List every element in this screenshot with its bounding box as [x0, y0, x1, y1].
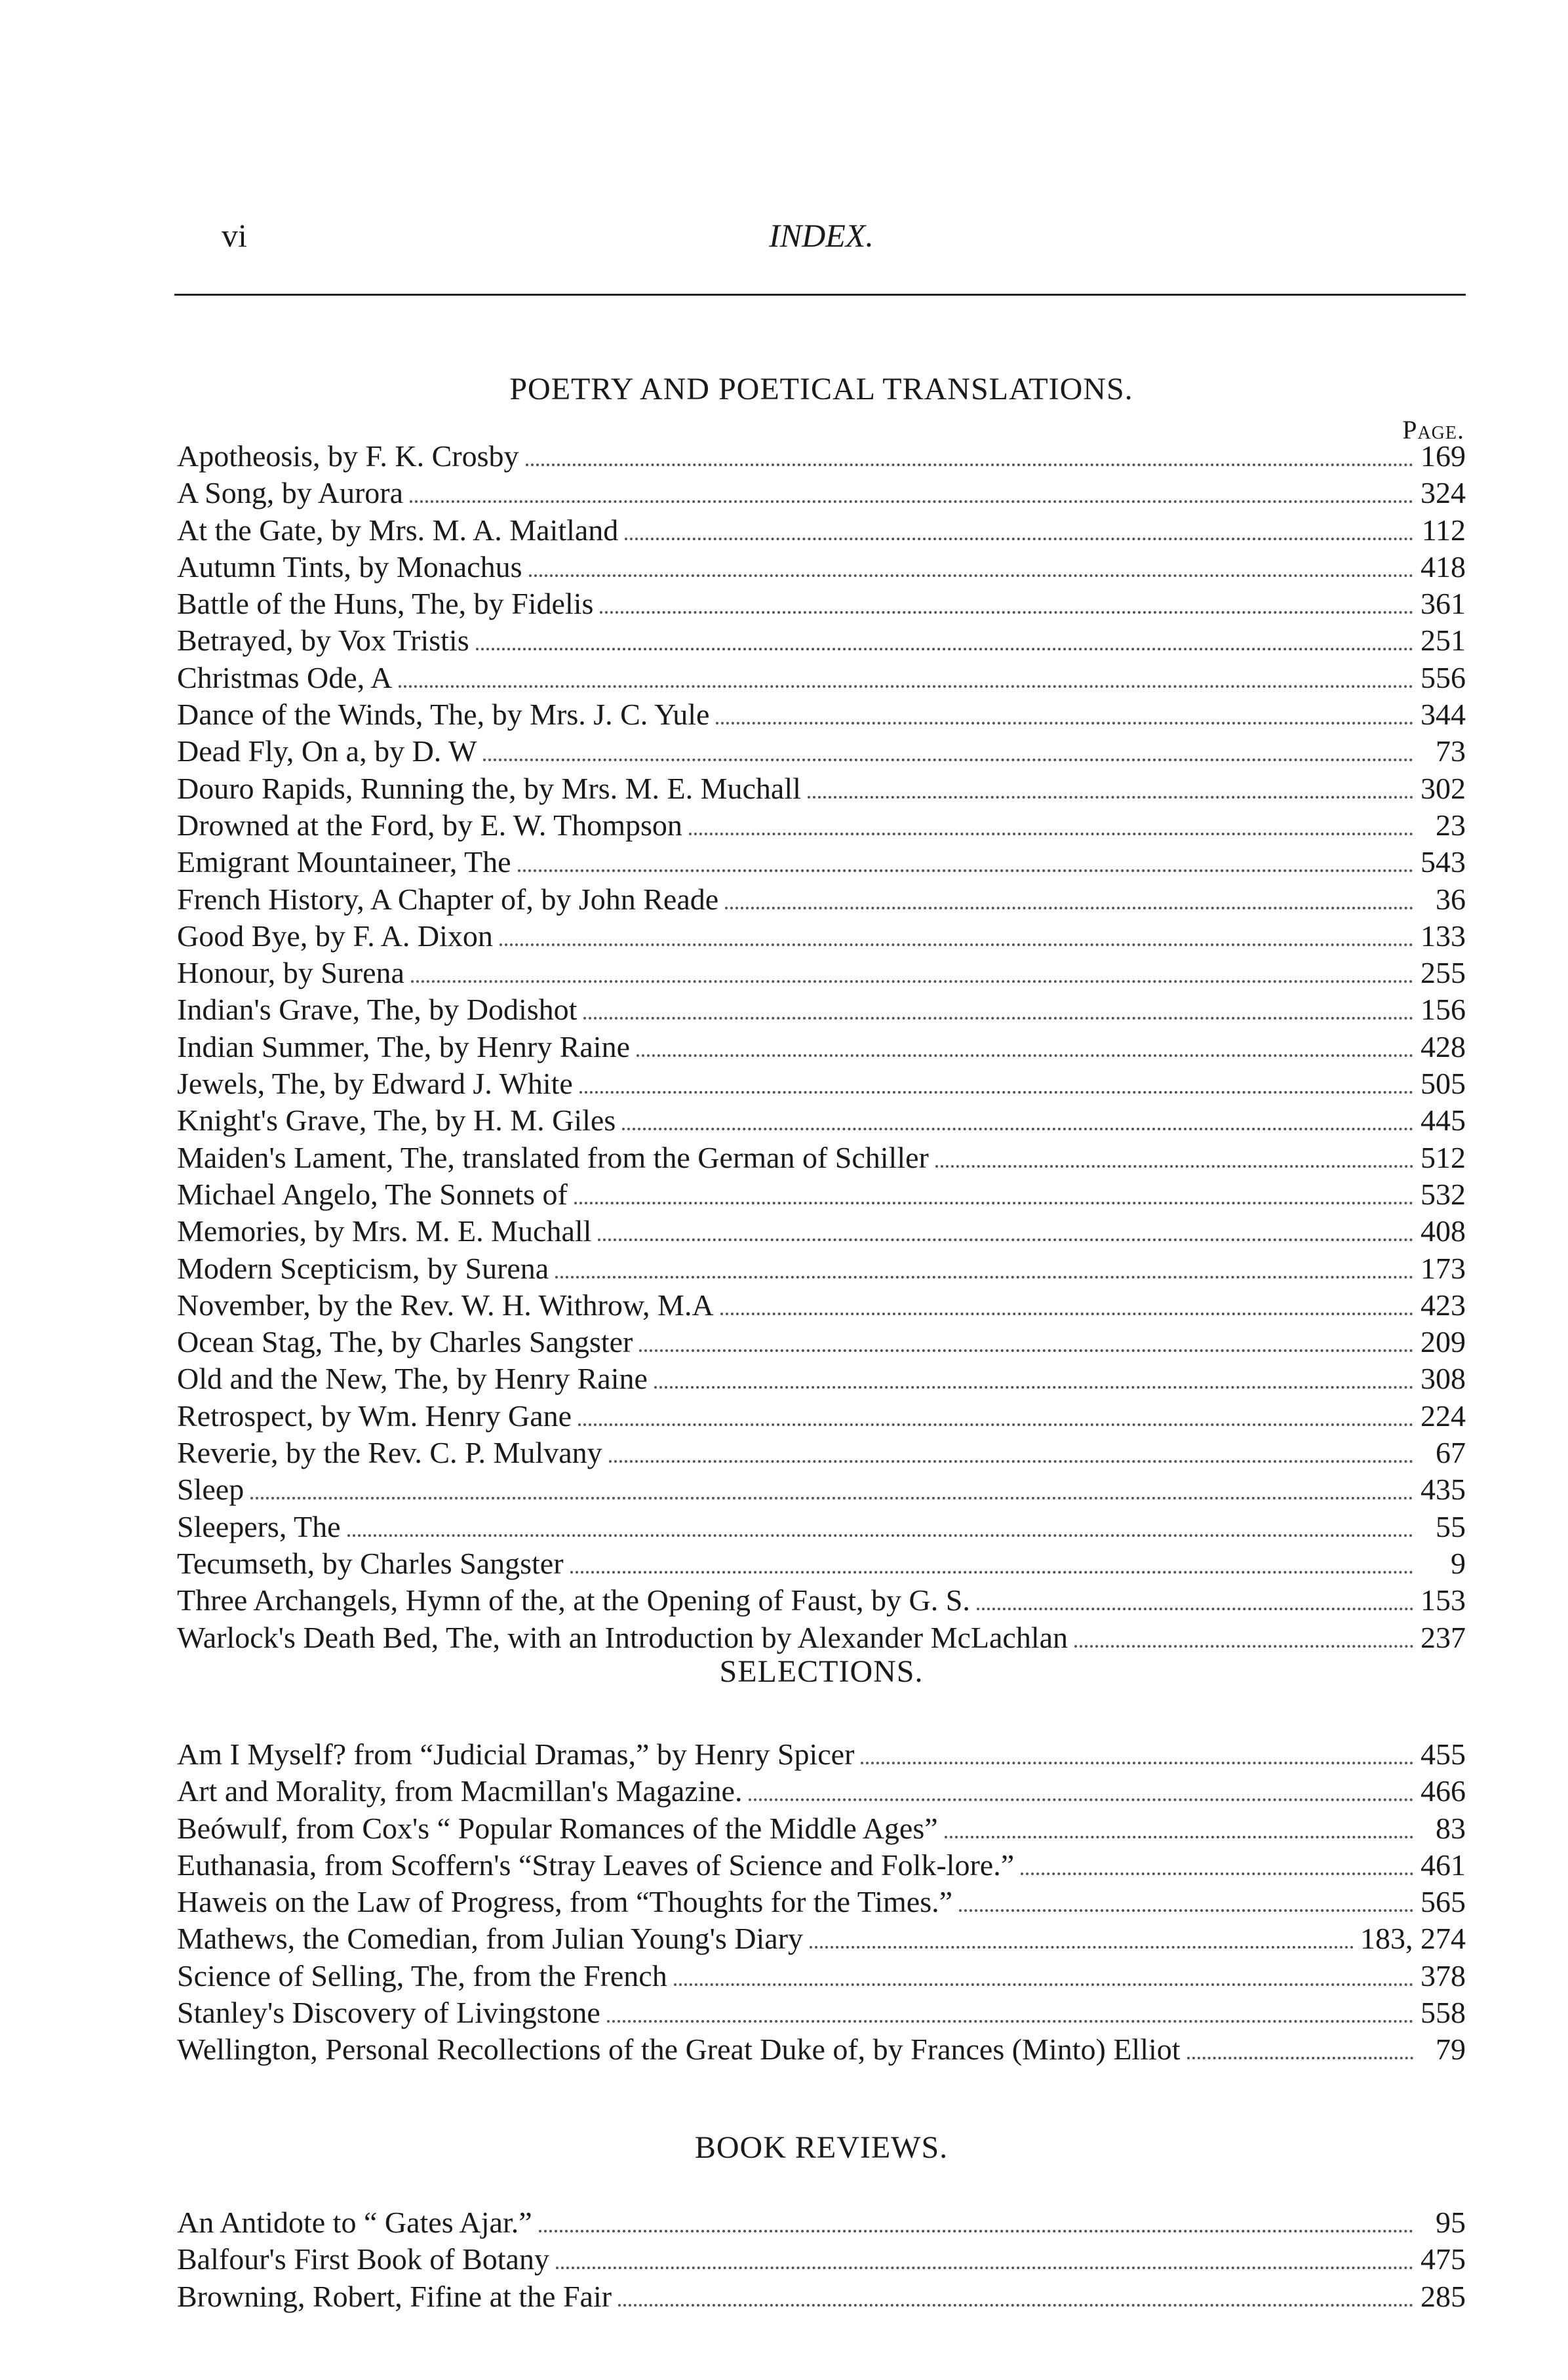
index-entry — [177, 1884, 1466, 1920]
entry-page-number: 324 — [1421, 476, 1466, 510]
index-entry — [177, 1213, 1466, 1250]
section-title-book-reviews: BOOK REVIEWS. — [694, 2130, 949, 2165]
entry-title: Dance of the Winds, The, by Mrs. J. C. Yule — [177, 698, 710, 732]
dot-leader — [556, 2267, 1413, 2269]
entry-page-number: 565 — [1421, 1885, 1466, 1919]
dot-leader — [945, 1836, 1413, 1838]
dot-leader — [1074, 1645, 1413, 1648]
dot-leader — [977, 1608, 1413, 1610]
entry-title: French History, A Chapter of, by John Reade — [177, 882, 719, 916]
dot-leader — [637, 1054, 1413, 1057]
dot-leader — [526, 464, 1413, 466]
index-entry — [177, 1994, 1466, 2031]
index-entry — [177, 2278, 1466, 2315]
header-rule — [174, 294, 1466, 296]
entry-title: Knight's Grave, The, by H. M. Giles — [177, 1103, 616, 1138]
entry-page-number: 183, 274 — [1360, 1922, 1466, 1956]
entry-page-number: 79 — [1436, 2033, 1466, 2067]
entry-page-number: 237 — [1421, 1620, 1466, 1654]
index-entry — [177, 2241, 1466, 2278]
dot-leader — [483, 759, 1413, 761]
dot-leader — [749, 1798, 1413, 1801]
section-title-selections: SELECTIONS. — [719, 1654, 924, 1689]
entry-title: Autumn Tints, by Monachus — [177, 549, 522, 584]
dot-leader — [518, 869, 1413, 872]
index-entry — [177, 1736, 1466, 1773]
dot-leader — [399, 685, 1413, 688]
dot-leader — [720, 1313, 1413, 1315]
entry-page-number: 466 — [1421, 1774, 1466, 1808]
page-header — [176, 216, 1467, 262]
index-entry — [177, 1810, 1466, 1847]
index-entry — [177, 733, 1466, 770]
dot-leader — [583, 1017, 1413, 1020]
entry-page-number: 428 — [1421, 1029, 1466, 1063]
entry-title: Retrospect, by Wm. Henry Gane — [177, 1398, 572, 1433]
running-title: INDEX. — [769, 217, 874, 254]
entry-page-number: 95 — [1436, 2206, 1466, 2239]
index-entry — [177, 1847, 1466, 1884]
index-entry — [177, 1140, 1466, 1176]
entry-page-number: 344 — [1421, 698, 1466, 732]
entry-title: Maiden's Lament, The, translated from the German of Schiller — [177, 1140, 929, 1174]
dot-leader — [598, 1239, 1413, 1241]
entry-title: Memories, by Mrs. M. E. Muchall — [177, 1214, 592, 1248]
entry-page-number: 73 — [1436, 734, 1466, 768]
dot-leader — [622, 1128, 1413, 1130]
index-entry — [177, 696, 1466, 733]
entry-page-number: 302 — [1421, 771, 1466, 805]
entry-page-number: 285 — [1421, 2279, 1466, 2313]
index-entry — [177, 807, 1466, 844]
index-entry — [177, 1773, 1466, 1810]
dot-leader — [555, 1276, 1413, 1279]
dot-leader — [579, 1091, 1413, 1094]
index-entry — [177, 1029, 1466, 1065]
dot-leader — [959, 1909, 1413, 1912]
entry-page-number: 9 — [1451, 1546, 1466, 1580]
dot-leader — [574, 1202, 1413, 1204]
index-entry — [177, 1398, 1466, 1435]
entry-title: Reverie, by the Rev. C. P. Mulvany — [177, 1436, 602, 1470]
dot-leader — [500, 943, 1413, 946]
entry-page-number: 173 — [1421, 1251, 1466, 1285]
page-column-label: Page. — [1402, 415, 1464, 445]
entry-page-number: 55 — [1436, 1509, 1466, 1543]
entry-title: Euthanasia, from Scoffern's “Stray Leaves of Science and Folk-lore.” — [177, 1848, 1015, 1882]
entry-title: Battle of the Huns, The, by Fidelis — [177, 587, 594, 621]
entry-page-number: 23 — [1436, 808, 1466, 842]
entry-title: Old and the New, The, by Henry Raine — [177, 1362, 648, 1396]
dot-leader — [570, 1571, 1413, 1574]
entry-page-number: 255 — [1421, 956, 1466, 990]
page-number: vi — [222, 217, 247, 254]
entry-page-number: 461 — [1421, 1848, 1466, 1882]
index-entry — [177, 2204, 1466, 2241]
dot-leader — [618, 2304, 1413, 2307]
dot-leader — [935, 1165, 1413, 1168]
entry-title: Am I Myself? from “Judicial Dramas,” by Henry Spicer — [177, 1737, 855, 1771]
entry-page-number: 435 — [1421, 1473, 1466, 1507]
index-entry — [177, 1102, 1466, 1139]
index-entry — [177, 1509, 1466, 1545]
entry-page-number: 36 — [1436, 882, 1466, 916]
index-entry — [177, 1619, 1466, 1656]
entry-title: Jewels, The, by Edward J. White — [177, 1067, 573, 1101]
dot-leader — [639, 1349, 1413, 1352]
dot-leader — [411, 980, 1413, 983]
entry-page-number: 445 — [1421, 1103, 1466, 1138]
entry-page-number: 209 — [1421, 1325, 1466, 1359]
entry-page-number: 532 — [1421, 1177, 1466, 1211]
index-entry — [177, 1920, 1466, 1957]
dot-leader — [1187, 2057, 1413, 2059]
poetry-entries — [177, 438, 1466, 1656]
dot-leader — [674, 1983, 1413, 1986]
entry-title: Three Archangels, Hymn of the, at the Opening of Faust, by G. S. — [177, 1583, 970, 1617]
dot-leader — [476, 648, 1413, 650]
index-entry — [177, 881, 1466, 918]
section-title-poetry: POETRY AND POETICAL TRANSLATIONS. — [509, 372, 1133, 407]
entry-page-number: 308 — [1421, 1362, 1466, 1396]
dot-leader — [347, 1534, 1413, 1537]
entry-page-number: 378 — [1421, 1958, 1466, 1993]
entry-page-number: 156 — [1421, 993, 1466, 1027]
entry-page-number: 224 — [1421, 1398, 1466, 1433]
index-entry — [177, 918, 1466, 955]
index-entry — [177, 2031, 1466, 2068]
index-entry — [177, 660, 1466, 696]
entry-title: Science of Selling, The, from the French — [177, 1958, 667, 1993]
dot-leader — [689, 833, 1413, 835]
index-entry — [177, 1324, 1466, 1360]
entry-page-number: 169 — [1421, 439, 1466, 473]
entry-title: Tecumseth, by Charles Sangster — [177, 1546, 564, 1580]
index-entry — [177, 438, 1466, 475]
dot-leader — [539, 2230, 1413, 2232]
dot-leader — [250, 1497, 1413, 1499]
entry-page-number: 361 — [1421, 587, 1466, 621]
book-review-entries — [177, 2204, 1466, 2315]
entry-title: Apotheosis, by F. K. Crosby — [177, 439, 519, 473]
index-entry — [177, 512, 1466, 549]
entry-title: At the Gate, by Mrs. M. A. Maitland — [177, 513, 619, 547]
index-entry — [177, 1176, 1466, 1213]
entry-title: Browning, Robert, Fifine at the Fair — [177, 2279, 612, 2313]
entry-page-number: 153 — [1421, 1583, 1466, 1617]
entry-title: An Antidote to “ Gates Ajar.” — [177, 2206, 532, 2239]
index-entry — [177, 1435, 1466, 1471]
entry-title: Betrayed, by Vox Tristis — [177, 624, 469, 658]
index-entry — [177, 1250, 1466, 1287]
index-entry — [177, 1065, 1466, 1102]
entry-title: Wellington, Personal Recollections of the Great Duke of, by Frances (Minto) Elliot — [177, 2033, 1181, 2067]
entry-title: Douro Rapids, Running the, by Mrs. M. E. Muchall — [177, 771, 801, 805]
entry-title: Modern Scepticism, by Surena — [177, 1251, 549, 1285]
dot-leader — [578, 1423, 1413, 1426]
entry-page-number: 251 — [1421, 624, 1466, 658]
entry-page-number: 556 — [1421, 660, 1466, 694]
dot-leader — [410, 500, 1413, 503]
index-entry — [177, 1958, 1466, 1994]
index-entry — [177, 549, 1466, 585]
dot-leader — [609, 1460, 1413, 1463]
entry-title: Michael Angelo, The Sonnets of — [177, 1177, 568, 1211]
dot-leader — [600, 611, 1413, 614]
index-entry — [177, 622, 1466, 659]
entry-title: Drowned at the Ford, by E. W. Thompson — [177, 808, 682, 842]
index-entry — [177, 1471, 1466, 1508]
entry-page-number: 418 — [1421, 549, 1466, 584]
dot-leader — [810, 1946, 1354, 1949]
index-entry — [177, 585, 1466, 622]
entry-page-number: 512 — [1421, 1140, 1466, 1174]
index-entry — [177, 770, 1466, 807]
entry-page-number: 83 — [1436, 1811, 1466, 1845]
entry-title: Beówulf, from Cox's “ Popular Romances of the Middle Ages” — [177, 1811, 938, 1845]
index-entry — [177, 1287, 1466, 1324]
index-entry — [177, 955, 1466, 991]
dot-leader — [607, 2020, 1413, 2023]
entry-title: Christmas Ode, A — [177, 660, 393, 694]
index-entry — [177, 1360, 1466, 1397]
index-entry — [177, 991, 1466, 1028]
entry-page-number: 67 — [1436, 1436, 1466, 1470]
entry-title: Balfour's First Book of Botany — [177, 2242, 549, 2276]
index-entry — [177, 475, 1466, 511]
selections-entries — [177, 1736, 1466, 2069]
entry-page-number: 408 — [1421, 1214, 1466, 1248]
entry-page-number: 543 — [1421, 845, 1466, 879]
entry-title: Indian's Grave, The, by Dodishot — [177, 993, 578, 1027]
entry-page-number: 133 — [1421, 919, 1466, 953]
entry-page-number: 475 — [1421, 2242, 1466, 2276]
entry-title: Art and Morality, from Macmillan's Magazine. — [177, 1774, 743, 1808]
entry-title: Emigrant Mountaineer, The — [177, 845, 511, 879]
entry-title: Good Bye, by F. A. Dixon — [177, 919, 493, 953]
entry-title: Stanley's Discovery of Livingstone — [177, 1996, 600, 2030]
entry-page-number: 505 — [1421, 1067, 1466, 1101]
entry-title: Warlock's Death Bed, The, with an Introduction by Alexander McLachlan — [177, 1620, 1068, 1654]
entry-title: Mathews, the Comedian, from Julian Young's Diary — [177, 1922, 804, 1956]
dot-leader — [861, 1762, 1413, 1764]
dot-leader — [529, 574, 1413, 577]
dot-leader — [725, 907, 1413, 909]
entry-title: Indian Summer, The, by Henry Raine — [177, 1029, 630, 1063]
index-entry — [177, 1582, 1466, 1619]
entry-title: Sleep — [177, 1473, 245, 1507]
entry-title: Ocean Stag, The, by Charles Sangster — [177, 1325, 633, 1359]
entry-title: Sleepers, The — [177, 1509, 341, 1543]
index-entry — [177, 844, 1466, 881]
entry-title: Honour, by Surena — [177, 956, 404, 990]
entry-page-number: 423 — [1421, 1288, 1466, 1322]
index-entry — [177, 1545, 1466, 1582]
dot-leader — [808, 796, 1413, 799]
entry-title: Haweis on the Law of Progress, from “Thoughts for the Times.” — [177, 1885, 953, 1919]
entry-title: Dead Fly, On a, by D. W — [177, 734, 477, 768]
entry-title: November, by the Rev. W. H. Withrow, M.A — [177, 1288, 714, 1322]
entry-title: A Song, by Aurora — [177, 476, 403, 510]
dot-leader — [654, 1386, 1413, 1389]
entry-page-number: 558 — [1421, 1996, 1466, 2030]
dot-leader — [1021, 1873, 1413, 1875]
dot-leader — [716, 722, 1413, 724]
entry-page-number: 455 — [1421, 1737, 1466, 1771]
dot-leader — [625, 538, 1413, 540]
entry-page-number: 112 — [1421, 513, 1466, 547]
